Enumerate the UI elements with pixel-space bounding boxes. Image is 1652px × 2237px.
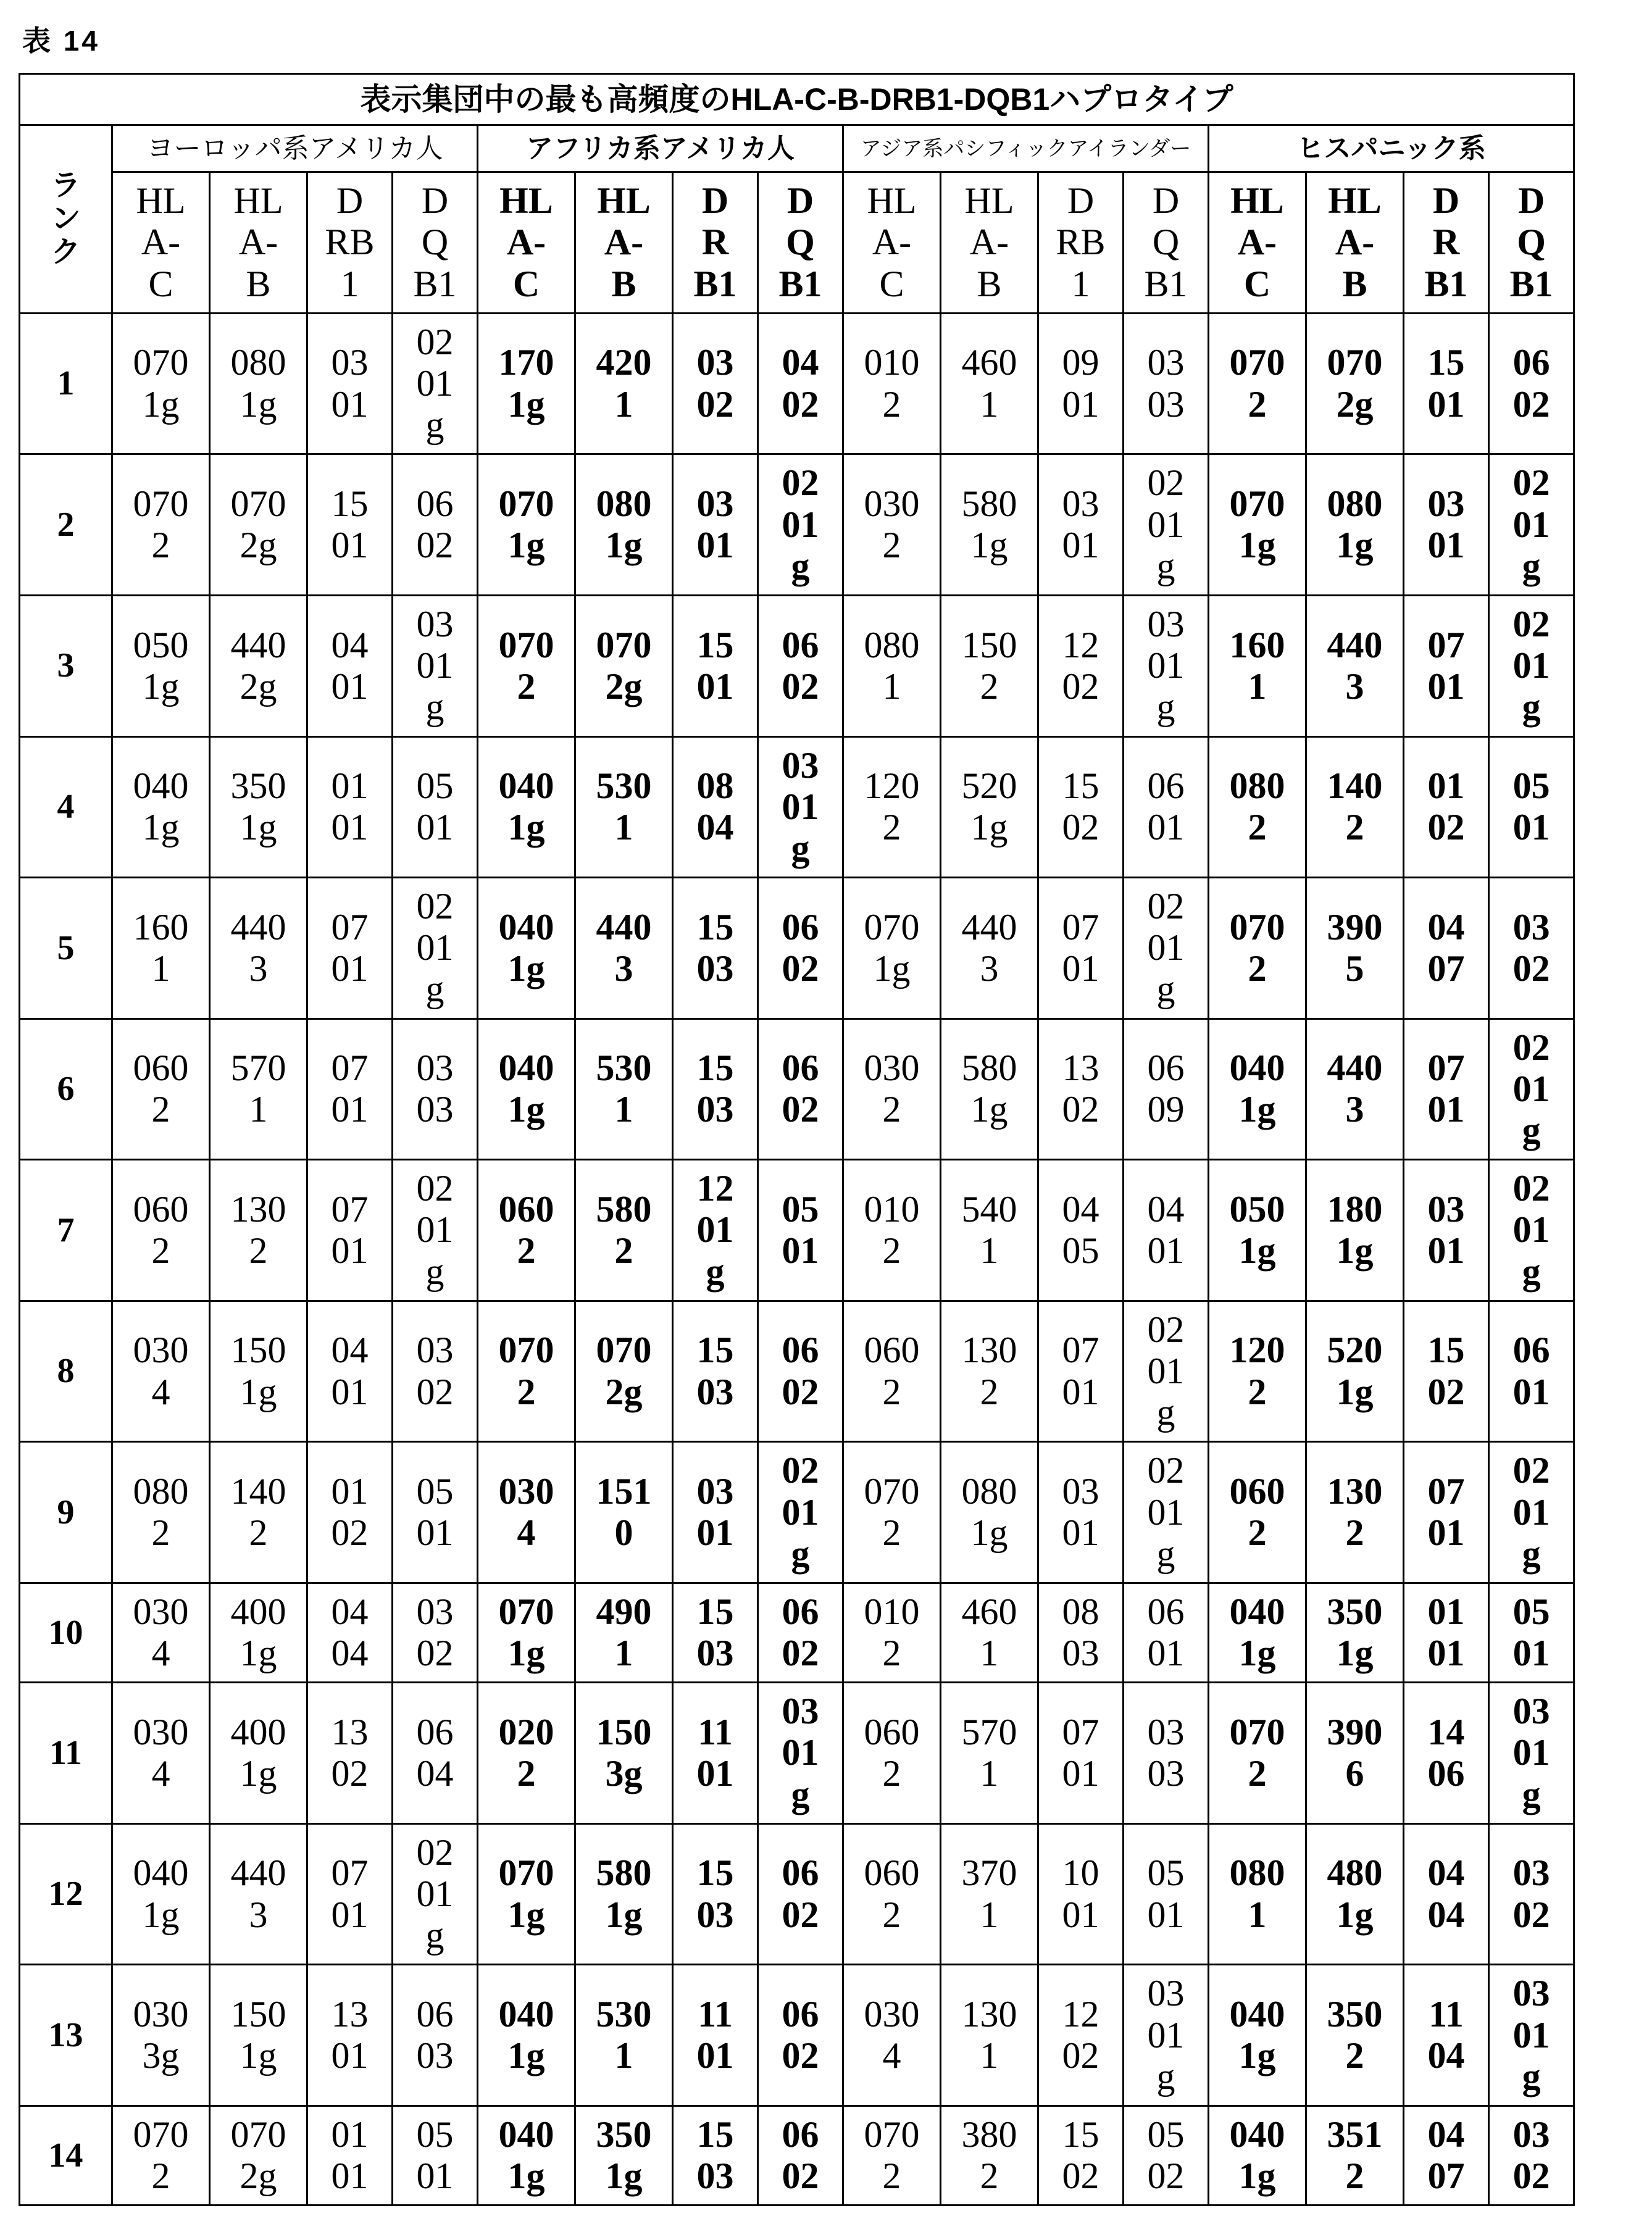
haplotype-cell: 0301g <box>1124 1965 1209 2106</box>
haplotype-cell: 4201 <box>575 313 673 454</box>
haplotype-cell: 0602 <box>393 454 478 596</box>
rank-cell: 1 <box>20 313 112 454</box>
haplotype-cell: 0302 <box>393 1301 478 1442</box>
subheader-drb1: DRB1 <box>1038 172 1124 314</box>
haplotype-cell: 0601 <box>1489 1301 1574 1442</box>
haplotype-cell: 0102 <box>1404 736 1489 878</box>
table-row <box>20 1965 1574 2106</box>
rank-cell: 3 <box>20 595 112 736</box>
haplotype-cell: 0304 <box>112 1583 210 1682</box>
haplotype-cell: 0304 <box>843 1965 941 2106</box>
table-row <box>20 454 1574 596</box>
haplotype-cell: 0405 <box>1038 1160 1124 1301</box>
rank-cell: 11 <box>20 1683 112 1824</box>
table-row <box>20 1301 1574 1442</box>
haplotype-cell: 0701g <box>843 878 941 1019</box>
subheader-hla-b: HLA-B <box>210 172 307 314</box>
table-row <box>20 2106 1574 2205</box>
haplotype-cell: 0402 <box>758 313 843 454</box>
haplotype-cell: 0201g <box>758 1442 843 1583</box>
table-row <box>20 1683 1574 1824</box>
haplotype-cell: 0801g <box>941 1442 1038 1583</box>
haplotype-cell: 1402 <box>1306 736 1404 878</box>
haplotype-cell: 0609 <box>1124 1019 1209 1160</box>
rank-cell: 10 <box>20 1583 112 1682</box>
haplotype-cell: 5401 <box>941 1160 1038 1301</box>
haplotype-cell: 0702 <box>843 1442 941 1583</box>
haplotype-cell: 0301g <box>758 736 843 878</box>
haplotype-cell: 0304 <box>112 1683 210 1824</box>
haplotype-cell: 0701 <box>1038 878 1124 1019</box>
haplotype-cell: 0201g <box>1489 595 1574 736</box>
haplotype-cell: 0401g <box>1209 2106 1306 2205</box>
haplotype-cell: 0702g <box>1306 313 1404 454</box>
haplotype-cell: 0801 <box>1209 1823 1306 1965</box>
subheader-dqb1: DQB1 <box>758 172 843 314</box>
subheader-row <box>20 172 1574 314</box>
haplotype-cell: 0401g <box>1209 1965 1306 2106</box>
haplotype-cell: 0501 <box>1489 736 1574 878</box>
haplotype-cell: 0407 <box>1404 2106 1489 2205</box>
haplotype-cell: 0702 <box>1209 1683 1306 1824</box>
rank-cell: 6 <box>20 1019 112 1160</box>
haplotype-cell: 0702 <box>478 1301 575 1442</box>
rank-cell: 7 <box>20 1160 112 1301</box>
haplotype-cell: 0201g <box>393 1823 478 1965</box>
haplotype-cell: 5301 <box>575 1019 673 1160</box>
haplotype-cell: 0702g <box>575 1301 673 1442</box>
rank-cell: 8 <box>20 1301 112 1442</box>
haplotype-cell: 3501g <box>210 736 307 878</box>
haplotype-cell: 1503 <box>673 878 758 1019</box>
group-header-asian-pacific-islander: アジア系パシフィックアイランダー <box>843 125 1209 172</box>
subheader-drb1: DRB1 <box>1404 172 1489 314</box>
haplotype-cell: 0102 <box>843 1583 941 1682</box>
haplotype-cell: 0302 <box>1489 878 1574 1019</box>
haplotype-cell: 0201g <box>1489 454 1574 596</box>
subheader-drb1: DRB1 <box>307 172 393 314</box>
haplotype-cell: 0601 <box>1124 1583 1209 1682</box>
haplotype-cell: 0602 <box>758 1965 843 2106</box>
haplotype-cell: 4601 <box>941 313 1038 454</box>
haplotype-cell: 0101 <box>307 2106 393 2205</box>
haplotype-cell: 0401g <box>478 2106 575 2205</box>
haplotype-cell: 0602 <box>758 2106 843 2205</box>
haplotype-cell: 0201g <box>393 1160 478 1301</box>
haplotype-cell: 0602 <box>758 1583 843 1682</box>
haplotype-cell: 5201g <box>1306 1301 1404 1442</box>
haplotype-cell: 5301 <box>575 736 673 878</box>
haplotype-cell: 0701g <box>1209 454 1306 596</box>
haplotype-cell: 0602 <box>758 878 843 1019</box>
haplotype-cell: 0401g <box>478 736 575 878</box>
haplotype-cell: 4403 <box>1306 595 1404 736</box>
table-row <box>20 1160 1574 1301</box>
haplotype-cell: 0201g <box>393 878 478 1019</box>
haplotype-cell: 0102 <box>843 313 941 454</box>
haplotype-cell: 1501g <box>210 1965 307 2106</box>
table-row <box>20 1019 1574 1160</box>
haplotype-cell: 3501g <box>1306 1583 1404 1682</box>
haplotype-cell: 1202 <box>1209 1301 1306 1442</box>
haplotype-cell: 0602 <box>758 1823 843 1965</box>
haplotype-cell: 1101 <box>673 1965 758 2106</box>
haplotype-cell: 0401g <box>478 1965 575 2106</box>
haplotype-cell: 3502 <box>1306 1965 1404 2106</box>
haplotype-cell: 0701 <box>307 878 393 1019</box>
haplotype-cell: 0701g <box>478 1583 575 1682</box>
haplotype-cell: 0801 <box>843 595 941 736</box>
haplotype-cell: 0302 <box>1489 2106 1574 2205</box>
rank-column-header: ランク <box>20 125 112 314</box>
haplotype-cell: 1503 <box>673 1301 758 1442</box>
haplotype-cell: 0201g <box>1489 1442 1574 1583</box>
rank-cell: 2 <box>20 454 112 596</box>
haplotype-cell: 0401g <box>478 878 575 1019</box>
haplotype-cell: 0701g <box>112 313 210 454</box>
haplotype-cell: 0701 <box>1404 1442 1489 1583</box>
haplotype-cell: 0701 <box>307 1823 393 1965</box>
haplotype-cell: 4601 <box>941 1583 1038 1682</box>
haplotype-cell: 4402g <box>210 595 307 736</box>
table-row <box>20 1442 1574 1583</box>
haplotype-cell: 4403 <box>575 878 673 1019</box>
haplotype-cell: 0401g <box>112 736 210 878</box>
haplotype-cell: 1302 <box>1306 1442 1404 1583</box>
haplotype-cell: 0301 <box>673 1442 758 1583</box>
haplotype-cell: 0301g <box>1489 1683 1574 1824</box>
haplotype-cell: 0304 <box>478 1442 575 1583</box>
haplotype-cell: 0301 <box>1404 1160 1489 1301</box>
haplotype-cell: 5201g <box>941 736 1038 878</box>
haplotype-cell: 1101 <box>673 1683 758 1824</box>
haplotype-cell: 0303 <box>393 1019 478 1160</box>
title-row <box>20 74 1574 125</box>
subheader-hla-c: HLA-C <box>843 172 941 314</box>
haplotype-cell: 4901 <box>575 1583 673 1682</box>
haplotype-cell: 5701 <box>210 1019 307 1160</box>
haplotype-cell: 0404 <box>307 1583 393 1682</box>
rank-cell: 14 <box>20 2106 112 2205</box>
haplotype-cell: 1104 <box>1404 1965 1489 2106</box>
haplotype-cell: 1510 <box>575 1442 673 1583</box>
haplotype-cell: 0701 <box>307 1019 393 1160</box>
haplotype-cell: 4403 <box>941 878 1038 1019</box>
haplotype-cell: 3501g <box>575 2106 673 2205</box>
haplotype-cell: 0201g <box>1124 454 1209 596</box>
haplotype-cell: 0702 <box>1209 313 1306 454</box>
haplotype-cell: 0501 <box>1489 1583 1574 1682</box>
haplotype-cell: 0202 <box>478 1683 575 1824</box>
haplotype-cell: 0802 <box>1209 736 1306 878</box>
haplotype-cell: 1502 <box>1404 1301 1489 1442</box>
haplotype-cell: 1501 <box>307 454 393 596</box>
table-row <box>20 1583 1574 1682</box>
haplotype-cell: 3701 <box>941 1823 1038 1965</box>
haplotype-cell: 0702 <box>478 595 575 736</box>
haplotype-cell: 0302 <box>673 313 758 454</box>
haplotype-cell: 1501 <box>1404 313 1489 454</box>
subheader-dqb1: DQB1 <box>1124 172 1209 314</box>
haplotype-cell: 0901 <box>1038 313 1124 454</box>
haplotype-cell: 0201g <box>1489 1160 1574 1301</box>
rank-cell: 9 <box>20 1442 112 1583</box>
haplotype-cell: 0303 <box>1124 313 1209 454</box>
haplotype-cell: 1302 <box>941 1301 1038 1442</box>
haplotype-cell: 0401g <box>1209 1583 1306 1682</box>
haplotype-cell: 1202 <box>1038 1965 1124 2106</box>
haplotype-cell: 0701 <box>307 1160 393 1301</box>
haplotype-cell: 0603 <box>393 1965 478 2106</box>
haplotype-cell: 0302 <box>843 454 941 596</box>
haplotype-cell: 0301 <box>1038 1442 1124 1583</box>
haplotype-cell: 0701 <box>1038 1683 1124 1824</box>
haplotype-cell: 0301g <box>393 595 478 736</box>
rank-cell: 4 <box>20 736 112 878</box>
haplotype-cell: 0602 <box>758 1301 843 1442</box>
haplotype-cell: 0501 <box>1124 1823 1209 1965</box>
haplotype-cell: 0602 <box>843 1683 941 1824</box>
haplotype-cell: 0602 <box>112 1160 210 1301</box>
haplotype-cell: 1502 <box>1038 736 1124 878</box>
haplotype-cell: 0401 <box>1124 1160 1209 1301</box>
table-row <box>20 1823 1574 1965</box>
haplotype-cell: 4001g <box>210 1683 307 1824</box>
haplotype-cell: 1402 <box>210 1442 307 1583</box>
haplotype-cell: 0201g <box>1124 1442 1209 1583</box>
haplotype-cell: 0801g <box>575 454 673 596</box>
haplotype-cell: 0101 <box>307 736 393 878</box>
haplotype-cell: 0701 <box>1404 1019 1489 1160</box>
haplotype-cell: 0602 <box>1489 313 1574 454</box>
subheader-hla-b: HLA-B <box>941 172 1038 314</box>
haplotype-cell: 1503 <box>673 1823 758 1965</box>
haplotype-cell: 3906 <box>1306 1683 1404 1824</box>
haplotype-cell: 0702 <box>112 454 210 596</box>
haplotype-cell: 1503 <box>673 2106 758 2205</box>
group-header-european-american: ヨーロッパ系アメリカ人 <box>112 125 478 172</box>
haplotype-cell: 3512 <box>1306 2106 1404 2205</box>
haplotype-cell: 1502 <box>1038 2106 1124 2205</box>
haplotype-cell: 5801g <box>941 1019 1038 1160</box>
haplotype-cell: 0303 <box>1124 1683 1209 1824</box>
haplotype-cell: 0401g <box>112 1823 210 1965</box>
haplotype-cell: 1202 <box>843 736 941 878</box>
haplotype-cell: 1202 <box>1038 595 1124 736</box>
group-header-hispanic: ヒスパニック系 <box>1209 125 1574 172</box>
haplotype-cell: 0501 <box>393 1442 478 1583</box>
subheader-dqb1: DQB1 <box>393 172 478 314</box>
haplotype-cell: 0201g <box>1124 878 1209 1019</box>
haplotype-cell: 0303g <box>112 1965 210 2106</box>
subheader-hla-c: HLA-C <box>478 172 575 314</box>
haplotype-cell: 4403 <box>1306 1019 1404 1160</box>
haplotype-cell: 0702 <box>112 2106 210 2205</box>
haplotype-cell: 0501 <box>393 2106 478 2205</box>
haplotype-cell: 0701 <box>1404 595 1489 736</box>
haplotype-cell: 1301 <box>941 1965 1038 2106</box>
subheader-hla-b: HLA-B <box>575 172 673 314</box>
haplotype-cell: 0803 <box>1038 1583 1124 1682</box>
subheader-hla-b: HLA-B <box>1306 172 1404 314</box>
haplotype-cell: 0102 <box>307 1442 393 1583</box>
subheader-drb1: DRB1 <box>673 172 758 314</box>
haplotype-cell: 0602 <box>843 1301 941 1442</box>
haplotype-cell: 1501g <box>210 1301 307 1442</box>
haplotype-cell: 0702g <box>210 2106 307 2205</box>
haplotype-cell: 1503g <box>575 1683 673 1824</box>
haplotype-cell: 0602 <box>843 1823 941 1965</box>
haplotype-cell: 0201g <box>1489 1019 1574 1160</box>
haplotype-cell: 1001 <box>1038 1823 1124 1965</box>
haplotype-cell: 4403 <box>210 1823 307 1965</box>
rank-cell: 13 <box>20 1965 112 2106</box>
haplotype-cell: 0201g <box>758 454 843 596</box>
haplotype-cell: 0602 <box>112 1019 210 1160</box>
haplotype-cell: 0701g <box>478 454 575 596</box>
haplotype-cell: 0404 <box>1404 1823 1489 1965</box>
haplotype-cell: 1302 <box>1038 1019 1124 1160</box>
haplotype-table <box>19 73 1575 2206</box>
haplotype-cell: 0201g <box>1124 1301 1209 1442</box>
haplotype-cell: 0304 <box>112 1301 210 1442</box>
table-row <box>20 736 1574 878</box>
haplotype-cell: 0601 <box>1124 736 1209 878</box>
haplotype-cell: 0802 <box>112 1442 210 1583</box>
haplotype-cell: 0201g <box>393 313 478 454</box>
haplotype-cell: 1503 <box>673 1019 758 1160</box>
haplotype-cell: 5701 <box>941 1683 1038 1824</box>
subheader-dqb1: DQB1 <box>1489 172 1574 314</box>
haplotype-cell: 0301g <box>1124 595 1209 736</box>
haplotype-cell: 0301 <box>307 313 393 454</box>
table-number-label: 表 14 <box>22 25 100 57</box>
table-body <box>20 313 1574 2206</box>
haplotype-cell: 4403 <box>210 878 307 1019</box>
haplotype-cell: 0401 <box>307 1301 393 1442</box>
haplotype-cell: 1406 <box>1404 1683 1489 1824</box>
haplotype-cell: 4801g <box>1306 1823 1404 1965</box>
haplotype-cell: 5301 <box>575 1965 673 2106</box>
haplotype-cell: 0301 <box>1404 454 1489 596</box>
haplotype-cell: 1503 <box>673 1583 758 1682</box>
haplotype-cell: 0407 <box>1404 878 1489 1019</box>
table-row <box>20 878 1574 1019</box>
haplotype-cell: 0301 <box>1038 454 1124 596</box>
rank-cell: 5 <box>20 878 112 1019</box>
haplotype-cell: 1301 <box>307 1965 393 2106</box>
haplotype-cell: 0801g <box>1306 454 1404 596</box>
haplotype-cell: 1201g <box>673 1160 758 1301</box>
table-row <box>20 313 1574 454</box>
haplotype-cell: 5801g <box>575 1823 673 1965</box>
haplotype-cell: 1502 <box>941 595 1038 736</box>
haplotype-cell: 1801g <box>1306 1160 1404 1301</box>
haplotype-cell: 0302 <box>1489 1823 1574 1965</box>
haplotype-cell: 0401g <box>478 1019 575 1160</box>
haplotype-cell: 1501 <box>673 595 758 736</box>
haplotype-cell: 0401 <box>307 595 393 736</box>
haplotype-cell: 0702g <box>575 595 673 736</box>
haplotype-cell: 0501 <box>758 1160 843 1301</box>
haplotype-cell: 0301 <box>673 454 758 596</box>
haplotype-cell: 0301g <box>1489 1965 1574 2106</box>
haplotype-cell: 1701g <box>478 313 575 454</box>
group-header-row <box>20 125 1574 172</box>
haplotype-cell: 0302 <box>843 1019 941 1160</box>
haplotype-cell: 0501 <box>393 736 478 878</box>
haplotype-cell: 0702 <box>843 2106 941 2205</box>
haplotype-cell: 0602 <box>758 595 843 736</box>
haplotype-cell: 4001g <box>210 1583 307 1682</box>
haplotype-cell: 1302 <box>210 1160 307 1301</box>
haplotype-cell: 0101 <box>1404 1583 1489 1682</box>
haplotype-cell: 1601 <box>1209 595 1306 736</box>
haplotype-cell: 0302 <box>393 1583 478 1682</box>
haplotype-cell: 3905 <box>1306 878 1404 1019</box>
haplotype-cell: 3802 <box>941 2106 1038 2205</box>
haplotype-cell: 0701g <box>478 1823 575 1965</box>
haplotype-cell: 0801g <box>210 313 307 454</box>
haplotype-cell: 0501g <box>1209 1160 1306 1301</box>
haplotype-cell: 0502 <box>1124 2106 1209 2205</box>
group-header-african-american: アフリカ系アメリカ人 <box>478 125 843 172</box>
haplotype-cell: 5802 <box>575 1160 673 1301</box>
haplotype-cell: 0702g <box>210 454 307 596</box>
subheader-hla-c: HLA-C <box>1209 172 1306 314</box>
subheader-hla-c: HLA-C <box>112 172 210 314</box>
table-title: 表示集団中の最も高頻度のHLA-C-B-DRB1-DQB1ハプロタイプ <box>20 74 1574 125</box>
haplotype-cell: 0602 <box>758 1019 843 1160</box>
table-row <box>20 595 1574 736</box>
haplotype-cell: 0604 <box>393 1683 478 1824</box>
haplotype-cell: 0804 <box>673 736 758 878</box>
haplotype-cell: 0702 <box>1209 878 1306 1019</box>
haplotype-cell: 1601 <box>112 878 210 1019</box>
haplotype-cell: 0102 <box>843 1160 941 1301</box>
haplotype-cell: 1302 <box>307 1683 393 1824</box>
haplotype-cell: 5801g <box>941 454 1038 596</box>
rank-cell: 12 <box>20 1823 112 1965</box>
haplotype-cell: 0602 <box>478 1160 575 1301</box>
haplotype-cell: 0301g <box>758 1683 843 1824</box>
haplotype-cell: 0701 <box>1038 1301 1124 1442</box>
haplotype-cell: 0602 <box>1209 1442 1306 1583</box>
haplotype-cell: 0501g <box>112 595 210 736</box>
haplotype-cell: 0401g <box>1209 1019 1306 1160</box>
